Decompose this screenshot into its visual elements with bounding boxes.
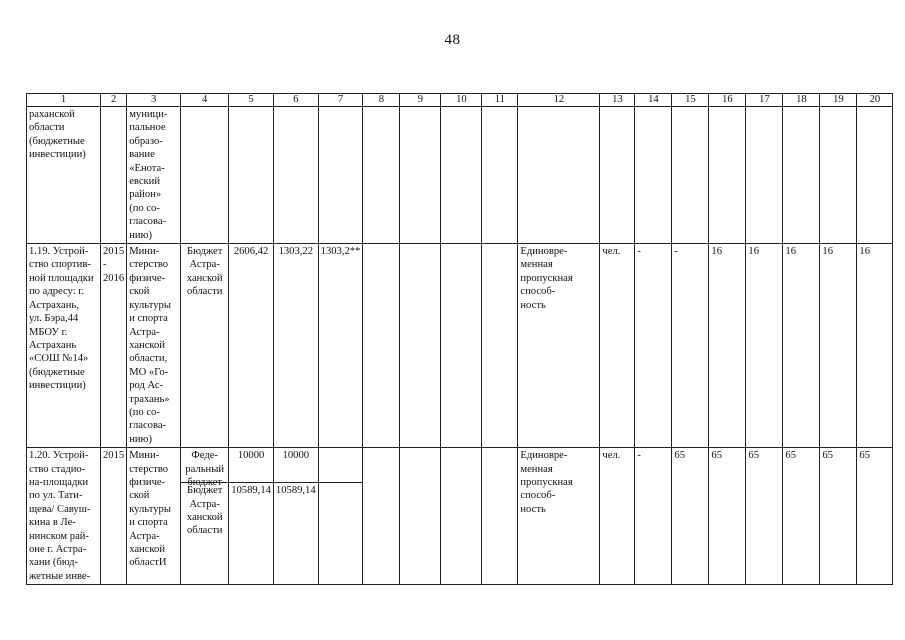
col-header: 6 <box>273 94 318 107</box>
col-header: 17 <box>746 94 783 107</box>
col-header: 18 <box>783 94 820 107</box>
value-cell: 65 <box>857 448 893 585</box>
value-cell: 65 <box>746 448 783 585</box>
period-cell: 2015 - 2016 <box>101 244 127 448</box>
table-cell <box>441 107 482 244</box>
project-name-cell: раханской области (бюджетные инвестиции) <box>27 107 101 244</box>
budget-table <box>26 93 893 585</box>
table-cell <box>441 448 482 585</box>
value-cell: 65 <box>709 448 746 585</box>
table-cell <box>518 107 600 244</box>
table-cell <box>273 107 318 244</box>
col-header: 20 <box>857 94 893 107</box>
amount-cell <box>318 448 363 585</box>
amount-federal: 10000 <box>229 448 273 483</box>
col-header: 14 <box>635 94 672 107</box>
table-cell <box>363 107 400 244</box>
value-cell: 65 <box>783 448 820 585</box>
col-header: 12 <box>518 94 600 107</box>
col-header: 8 <box>363 94 400 107</box>
amount-cell: 1303,2** <box>318 244 363 448</box>
amount-total-cell <box>229 448 274 585</box>
value-cell: 16 <box>709 244 746 448</box>
amount-regional <box>319 483 363 485</box>
funding-source-federal: Феде- ральный бюджет <box>181 448 228 483</box>
amount-regional: 10589,14 <box>231 485 271 497</box>
table-cell <box>746 107 783 244</box>
indicator-cell: Единовре- менная пропускная способ- ность <box>518 448 600 585</box>
table-cell <box>400 244 441 448</box>
project-name-cell: 1.19. Устрой- ство спортив- ной площадки по адресу: г. Астрахань, ул. Бэра,44 МБОУ г. Астрахань «СОШ №14» (бюджетные инвестиции) <box>27 244 101 448</box>
page-number: 48 <box>444 32 461 48</box>
col-header: 19 <box>820 94 857 107</box>
table-cell <box>400 448 441 585</box>
value-cell: - <box>635 244 672 448</box>
table-cell <box>820 107 857 244</box>
table-cell <box>229 107 274 244</box>
value-cell: 16 <box>746 244 783 448</box>
value-cell: 16 <box>857 244 893 448</box>
amount-federal: 10000 <box>274 448 318 483</box>
table-cell <box>363 244 400 448</box>
table-cell <box>318 107 363 244</box>
col-header: 16 <box>709 94 746 107</box>
unit-cell: чел. <box>600 244 635 448</box>
executor-cell: муници- пальное образо- вание «Енота- евский район» (по со- гласова- нию) <box>127 107 181 244</box>
table-cell <box>600 107 635 244</box>
executor-cell: Мини- стерство физиче- ской культуры и спорта Астра- ханской областИ <box>127 448 181 585</box>
col-header: 11 <box>482 94 518 107</box>
project-name-cell: 1.20. Устрой- ство стадио- на-площадки по ул. Тати- щева/ Савуш- кина в Ле- нинском рай- оне г. Астра- хани (бюд- жетные инве- <box>27 448 101 585</box>
col-header: 10 <box>441 94 482 107</box>
indicator-cell: Единовре- менная пропускная способ- ность <box>518 244 600 448</box>
table-cell <box>709 107 746 244</box>
value-cell: 65 <box>672 448 709 585</box>
executor-cell: Мини- стерство физиче- ской культуры и спорта Астра- ханской области, МО «Го- род Ас- трахань» (по со- гласова- нию) <box>127 244 181 448</box>
unit-cell: чел. <box>600 448 635 585</box>
col-header: 3 <box>127 94 181 107</box>
amount-cell: 1303,22 <box>273 244 318 448</box>
col-header: 2 <box>101 94 127 107</box>
table-cell <box>635 107 672 244</box>
table-cell <box>857 107 893 244</box>
table-cell <box>482 244 518 448</box>
header-row <box>27 94 893 107</box>
table-cell <box>672 107 709 244</box>
table-row <box>27 107 893 244</box>
table-cell <box>482 107 518 244</box>
value-cell: - <box>635 448 672 585</box>
funding-source-cell <box>181 448 229 585</box>
table-cell <box>363 448 400 585</box>
value-cell: - <box>672 244 709 448</box>
table-row <box>27 244 893 448</box>
amount-regional: 10589,14 <box>275 485 316 497</box>
col-header: 1 <box>27 94 101 107</box>
table-cell <box>783 107 820 244</box>
col-header: 15 <box>672 94 709 107</box>
table-cell <box>482 448 518 585</box>
col-header: 5 <box>229 94 274 107</box>
col-header: 9 <box>400 94 441 107</box>
value-cell: 65 <box>820 448 857 585</box>
period-cell: 2015 <box>101 448 127 585</box>
col-header: 4 <box>181 94 229 107</box>
table-cell <box>400 107 441 244</box>
funding-source-regional: Бюджет Астра- ханской области <box>186 485 223 537</box>
col-header: 13 <box>600 94 635 107</box>
amount-cell <box>273 448 318 585</box>
table-cell <box>101 107 127 244</box>
amount-federal <box>319 448 363 483</box>
table-row <box>27 448 893 585</box>
table-cell <box>181 107 229 244</box>
col-header: 7 <box>318 94 363 107</box>
table-cell <box>441 244 482 448</box>
amount-total-cell: 2606,42 <box>229 244 274 448</box>
value-cell: 16 <box>820 244 857 448</box>
value-cell: 16 <box>783 244 820 448</box>
funding-source-cell: Бюджет Астра- ханской области <box>181 244 229 448</box>
